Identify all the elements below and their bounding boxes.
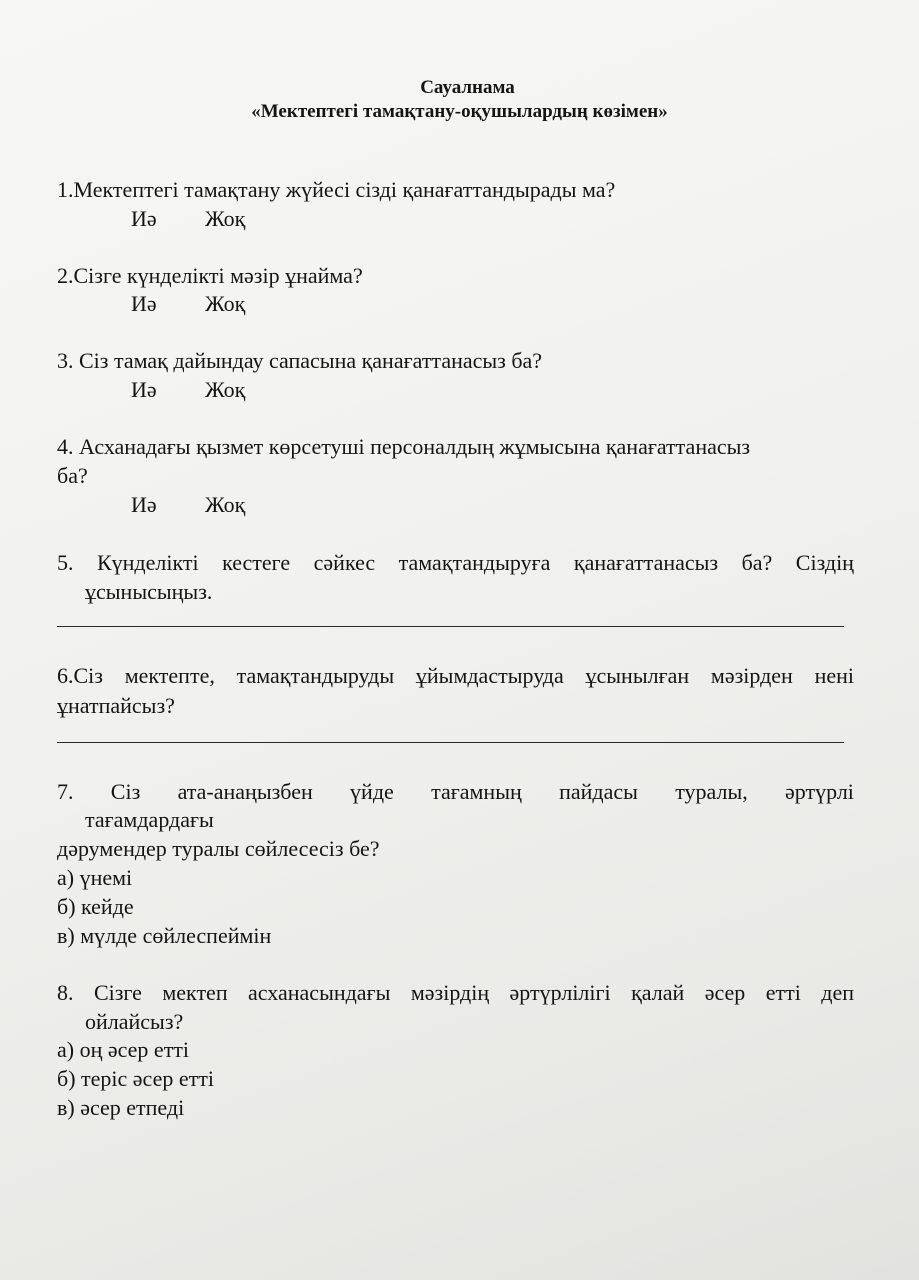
word: 5. (57, 550, 74, 575)
question-5-line-1 (57, 549, 854, 577)
question-8-line-2: ойлайсыз? (85, 1009, 184, 1034)
word: қанағаттанасыз (573, 550, 719, 575)
answer-yes: Иә (131, 291, 157, 316)
word: туралы, (675, 779, 748, 804)
word: тамақтандыруды (236, 663, 395, 688)
word: етті (765, 980, 801, 1005)
word: деп (821, 980, 854, 1005)
option-b: б) кейде (57, 894, 134, 919)
question-8-line-1 (57, 979, 854, 1007)
question-6-line-2: ұнатпайсыз? (57, 693, 175, 718)
word: үйде (350, 779, 394, 804)
word: нені (814, 663, 854, 688)
answer-no: Жоқ (205, 492, 246, 517)
answer-no: Жоқ (205, 206, 246, 231)
word: 6.Сіз (57, 663, 103, 688)
answer-yes: Иә (131, 377, 157, 402)
word: пайдасы (559, 779, 638, 804)
answer-no: Жоқ (205, 291, 246, 316)
word: ұйымдастыруда (415, 663, 564, 688)
word: әсер (704, 980, 746, 1005)
word: мектепте, (124, 663, 215, 688)
answer-yes: Иә (131, 492, 157, 517)
word: ұсынылған (585, 663, 690, 688)
question-7-line-1 (57, 778, 854, 806)
answer-line (57, 626, 844, 627)
word: Сіздің (795, 550, 854, 575)
option-b: б) теріс әсер етті (57, 1066, 214, 1091)
question-4-line-2: ба? (57, 463, 88, 488)
word: әртүрлі (785, 779, 854, 804)
word: мәзірдің (410, 980, 490, 1005)
document-subtitle: «Мектептегі тамақтану-оқушылардың көзімен» (251, 101, 668, 122)
word: тағамның (431, 779, 522, 804)
word: Сізге (93, 980, 142, 1005)
word: Күнделікті (96, 550, 199, 575)
answer-line (57, 742, 844, 743)
question-4-line-1: 4. Асханадағы қызмет көрсетуші персоналдың жұмысына қанағаттанасыз (57, 434, 751, 459)
word: мәзірден (710, 663, 793, 688)
question-2: 2.Сізге күнделікті мәзір ұнайма? (57, 263, 363, 288)
question-1: 1.Мектептегі тамақтану жүйесі сізді қанағаттандырады ма? (57, 177, 616, 202)
word: Сіз (110, 779, 141, 804)
option-c: в) әсер етпеді (57, 1095, 185, 1120)
question-7-line-2: тағамдардағы (85, 807, 214, 832)
word: тамақтандыруға (398, 550, 551, 575)
word: ата-анаңызбен (177, 779, 313, 804)
question-5-line-2: ұсынысыңыз. (85, 579, 213, 604)
word: сәйкес (313, 550, 376, 575)
word: қалай (631, 980, 685, 1005)
word: асханасындағы (248, 980, 391, 1005)
word: мектеп (162, 980, 228, 1005)
question-3: 3. Сіз тамақ дайындау сапасына қанағаттанасыз ба? (57, 348, 543, 373)
option-c: в) мүлде сөйлеспеймін (57, 923, 272, 948)
question-7-line-3: дәрумендер туралы сөйлесесіз бе? (57, 836, 380, 861)
word: әртүрлілігі (509, 980, 611, 1005)
word: ба? (741, 550, 773, 575)
word: кестеге (222, 550, 291, 575)
word: 8. (57, 980, 74, 1005)
answer-no: Жоқ (205, 377, 246, 402)
option-a: а) үнемі (57, 865, 133, 890)
document-title: Сауалнама (420, 77, 515, 98)
answer-yes: Иә (131, 206, 157, 231)
option-a: а) оң әсер етті (57, 1037, 190, 1062)
word: 7. (57, 779, 74, 804)
question-6-line-1 (57, 662, 854, 690)
